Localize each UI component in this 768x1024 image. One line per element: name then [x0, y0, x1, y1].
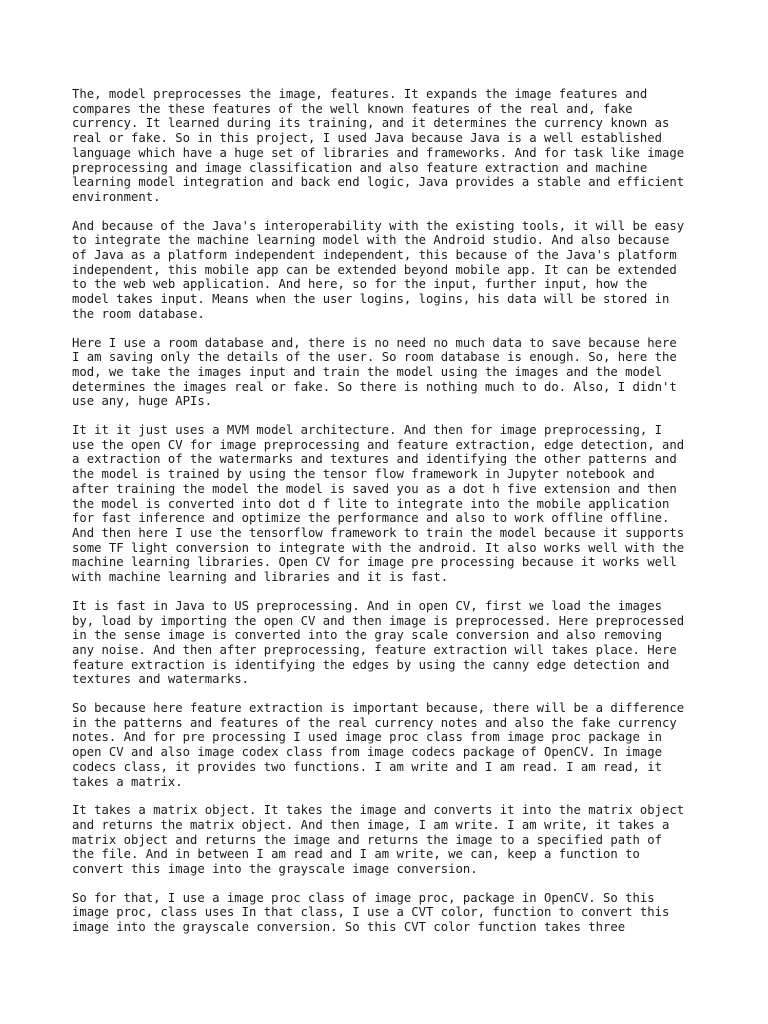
paragraph-8: So for that, I use a image proc class of image proc, package in OpenCV. So this image proc, class uses In that class, I use a CVT color, function to convert this image into the grayscale conversion. So this CVT color function takes three	[72, 890, 670, 935]
paragraph-3: Here I use a room database and, there is no need no much data to save because here I am saving only the details of the user. So room database is enough. So, here the mod, we take the images input and train the model using the images and the model determines the images real or fake. So there is nothing much to do. Also, I didn't use any, huge APIs.	[72, 335, 677, 409]
document-body	[72, 87, 702, 949]
paragraph-2: And because of the Java's interoperability with the existing tools, it will be easy to integrate the machine learning model with the Android studio. And also because of Java as a platform independent independent, this because of the Java's platform independent, this mobile app can be extended beyond mobile app. It can be extended to the web web application. And here, so for the input, further input, how the model takes input. Means when the user logins, logins, his data will be stored in the room database.	[72, 218, 685, 321]
paragraph-6: So because here feature extraction is important because, there will be a difference in the patterns and features of the real currency notes and also the fake currency notes. And for pre processing I used image proc class from image proc package in open CV and also image codex class from image codecs package of OpenCV. In image codecs class, it provides two functions. I am write and I am read. I am read, it takes a matrix.	[72, 701, 685, 789]
paragraph-4: It it it just uses a MVM model architecture. And then for image preprocessing, I use the open CV for image preprocessing and feature extraction, edge detection, and a extraction of the watermarks and textures and identifying the other patterns and the model is trained by using the tensor flow framework in Jupyter notebook and after training the model the model is saved you as a dot h five extension and then the model is converted into dot d f lite to integrate into the mobile application for fast inference and optimize the performance and also to work offline offline. And then here I use the tensorflow framework to train the model because it supports some TF light conversion to integrate with the android. It also works well with the machine learning libraries. Open CV for image pre processing because it works well with machine learning and libraries and it is fast.	[72, 423, 685, 585]
paragraph-5: It is fast in Java to US preprocessing. And in open CV, first we load the images by, load by importing the open CV and then image is preprocessed. Here preprocessed in the sense image is converted into the gray scale conversion and also removing any noise. And then after preprocessing, feature extraction will takes place. Here feature extraction is identifying the edges by using the canny edge detection and textures and watermarks.	[72, 598, 685, 687]
paragraph-7: It takes a matrix object. It takes the image and converts it into the matrix object and returns the matrix object. And then image, I am write. I am write, it takes a matrix object and returns the image and returns the image to a specified path of the file. And in between I am read and I am write, we can, keep a function to convert this image into the grayscale image conversion.	[72, 803, 685, 877]
paragraph-1: The, model preprocesses the image, features. It expands the image features and compares the these features of the well known features of the real and, fake currency. It learned during its training, and it determines the currency known as real or fake. So in this project, I used Java because Java is a well established language which have a huge set of libraries and frameworks. And for task like image preprocessing and image classification and also feature extraction and machine learning model integration and back end logic, Java provides a stable and efficient environment.	[72, 87, 685, 204]
